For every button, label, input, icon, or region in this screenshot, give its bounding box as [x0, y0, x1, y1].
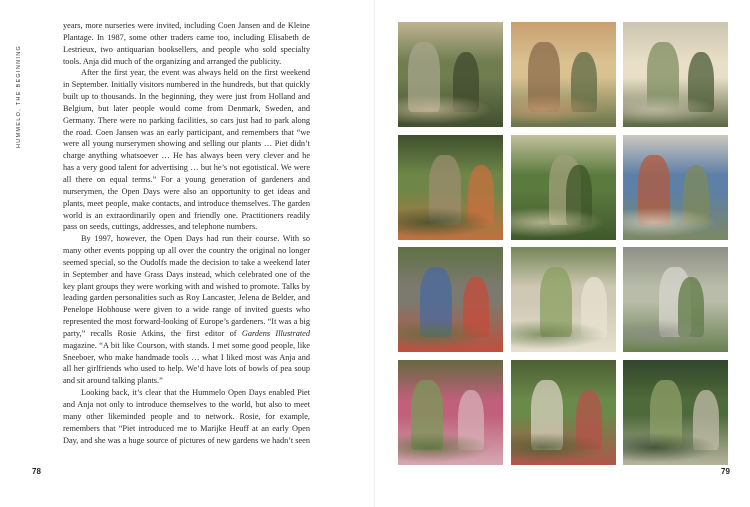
body-text — [63, 20, 310, 446]
photo-plant-sales-field-with-trees — [623, 360, 728, 465]
photo-woman-in-green-among-plants — [511, 135, 616, 240]
paragraph-3-text-b: magazine. “A bit like Courson, with stands. I met some good people, like Sneeboer, who make handmade tools … what I liked most was Anja and all her girlfriends who used to help. We’d have lots of bowls of pea soup and sit around talking plants.” — [63, 340, 310, 386]
photo-man-at-plant-table-under-awning — [623, 22, 728, 127]
paragraph-3-text-a: By 1997, however, the Open Days had run their course. With so many other events popping up all over the country the original no longer seemed special, so the Oudolfs made the decision to take a weekend later in September and have Grass Days instead, which celebrated one of the key plant groups they were working with and wished to promote. Talks by leading garden personalities such as Roy Lancaster, Jelena de Belder, and Penelope Hobhouse were given to a wide range of invited guests who represented the most forward-looking of Europe’s gardeners. “It was a big party,” recalls Rosie Atkins, the first editor of — [63, 234, 310, 338]
paragraph-4: Looking back, it’s clear that the Hummelo Open Days enabled Piet and Anja not only to introduce themselves to the world, but also to meet many other likeminded people and to network. Rosie, for example, remembers that “Piet introduced me to Marijke Heuff at an early Open Day, and she was a huge source of pictures of new gardens we hadn’t seen — [63, 388, 310, 445]
photo-shape — [623, 205, 728, 240]
paragraph-2: After the first year, the event was always held on the first weekend in September. Initially visitors numbered in the hundreds, but that quickly built up to thousands. In the beginning, they were just from Holland and Belgium, but later people would come from Denmark, Sweden, and Germany. There were no parking facilities, so cars just had to park along the road. Coen Jansen was an early participant, and remembers that “we were all young nurserymen showing and selling our plants … Piet didn’t charge anything whatsoever … He has always been very clever and he has a very good talent for advertising … but he’s not egotistical. We were all there on equal terms.” For a young generation of gardeners and nurserymen, the Open Days were also an opportunity to get ideas and plants, meet people, make contacts, and introduce themselves. The garden world is an extraordinarily open and friendly one. Practitioners readily pass on seeds, cuttings, addresses, and telephone numbers. — [63, 68, 310, 232]
photo-shape — [398, 92, 503, 127]
paragraph-3 — [63, 233, 310, 387]
photo-shape — [623, 92, 728, 127]
photo-man-in-white-among-ornamental-grasses — [511, 360, 616, 465]
running-head — [14, 22, 26, 152]
photo-shape — [623, 317, 728, 352]
photo-crowd-under-blue-umbrellas — [623, 135, 728, 240]
photo-shape — [511, 22, 616, 62]
page-number-left: 78 — [32, 467, 41, 476]
photo-two-people-examining-plant — [511, 247, 616, 352]
photo-grid — [398, 22, 728, 465]
running-head-label: HUMMELO, THE BEGINNING — [16, 44, 22, 148]
photo-shape — [511, 92, 616, 127]
photo-shape — [511, 430, 616, 465]
photo-shape — [511, 317, 616, 352]
page-number-right: 79 — [721, 467, 730, 476]
photo-shape — [398, 205, 503, 240]
photo-visitors-among-tall-flowers — [398, 360, 503, 465]
paragraph-1: years, more nurseries were invited, including Coen Jansen and de Kleine Plantage. In 1987, some other traders came too, including Elisabeth de Lestrieux, two antiquarian booksellers, and people who sold specialty tools. Anja did much of the organizing and arranged the publicity. — [63, 21, 310, 66]
photo-crowd-browsing-stall-with-tools — [511, 22, 616, 127]
photo-man-in-green-sweater-at-plant-stall — [398, 22, 503, 127]
photo-shape — [398, 430, 503, 465]
photo-parked-cars-along-country-road — [623, 247, 728, 352]
photo-shape — [511, 205, 616, 240]
photo-shape — [398, 317, 503, 352]
photo-visitors-selecting-potted-plants — [398, 135, 503, 240]
photo-visitors-with-umbrellas-in-rain — [398, 247, 503, 352]
photo-shape — [511, 360, 616, 400]
magazine-title: Gardens Illustrated — [241, 328, 310, 338]
photo-shape — [623, 430, 728, 465]
